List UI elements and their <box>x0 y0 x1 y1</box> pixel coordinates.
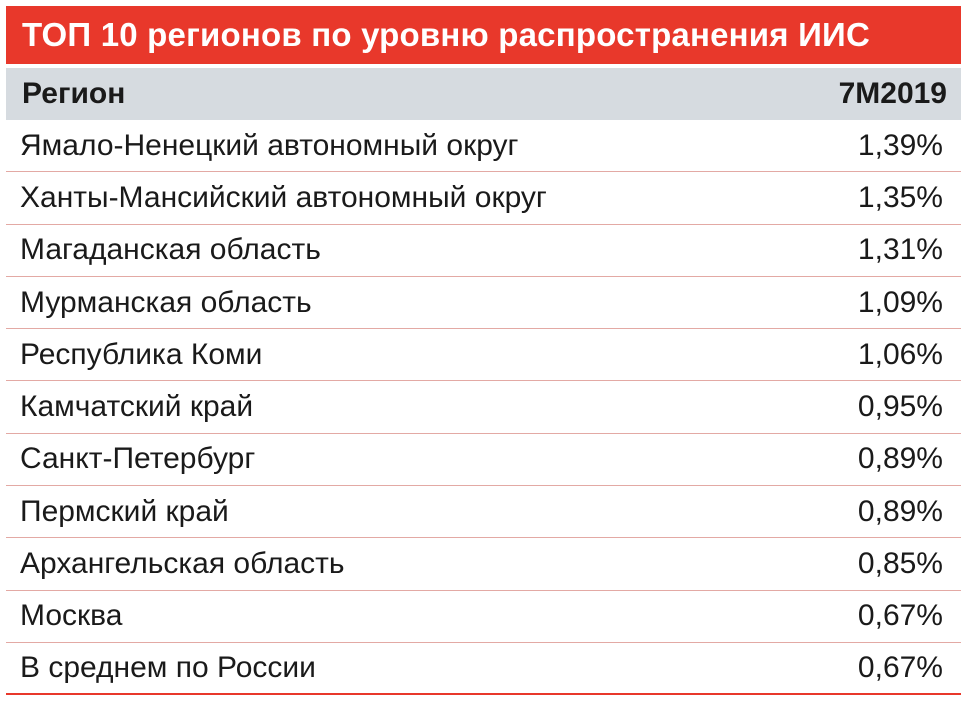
region-cell: Ямало-Ненецкий автономный округ <box>20 128 519 162</box>
region-cell: Камчатский край <box>20 390 254 424</box>
table-row <box>6 434 961 486</box>
value-cell: 0,89% <box>857 442 943 476</box>
table-title: ТОП 10 регионов по уровню распространения ИИС <box>22 16 870 53</box>
region-cell: В среднем по России <box>20 651 316 685</box>
table-row <box>6 643 961 695</box>
column-header-region: Регион <box>22 77 126 110</box>
value-cell: 1,35% <box>857 180 943 214</box>
value-cell: 0,85% <box>857 547 943 581</box>
title-bar <box>6 6 961 64</box>
table-row <box>6 329 961 381</box>
region-cell: Санкт-Петербург <box>20 442 256 476</box>
header-row <box>6 68 961 120</box>
region-cell: Магаданская область <box>20 233 321 267</box>
region-cell: Москва <box>20 599 123 633</box>
region-cell: Республика Коми <box>20 337 263 371</box>
value-cell: 1,39% <box>857 128 943 162</box>
value-cell: 0,89% <box>857 494 943 528</box>
value-cell: 0,67% <box>857 599 943 633</box>
region-cell: Мурманская область <box>20 285 312 319</box>
value-cell: 1,09% <box>857 285 943 319</box>
column-header-period: 7М2019 <box>838 77 947 110</box>
region-cell: Ханты-Мансийский автономный округ <box>20 180 547 214</box>
region-cell: Пермский край <box>20 494 229 528</box>
table-row <box>6 538 961 590</box>
value-cell: 0,95% <box>857 390 943 424</box>
table-body <box>6 120 961 695</box>
region-cell: Архангельская область <box>20 547 345 581</box>
table-row <box>6 591 961 643</box>
value-cell: 1,31% <box>857 233 943 267</box>
value-cell: 1,06% <box>857 337 943 371</box>
table-row <box>6 277 961 329</box>
table-row <box>6 381 961 433</box>
table-row <box>6 172 961 224</box>
table-row <box>6 225 961 277</box>
table-row <box>6 486 961 538</box>
table-row <box>6 120 961 172</box>
value-cell: 0,67% <box>857 651 943 685</box>
